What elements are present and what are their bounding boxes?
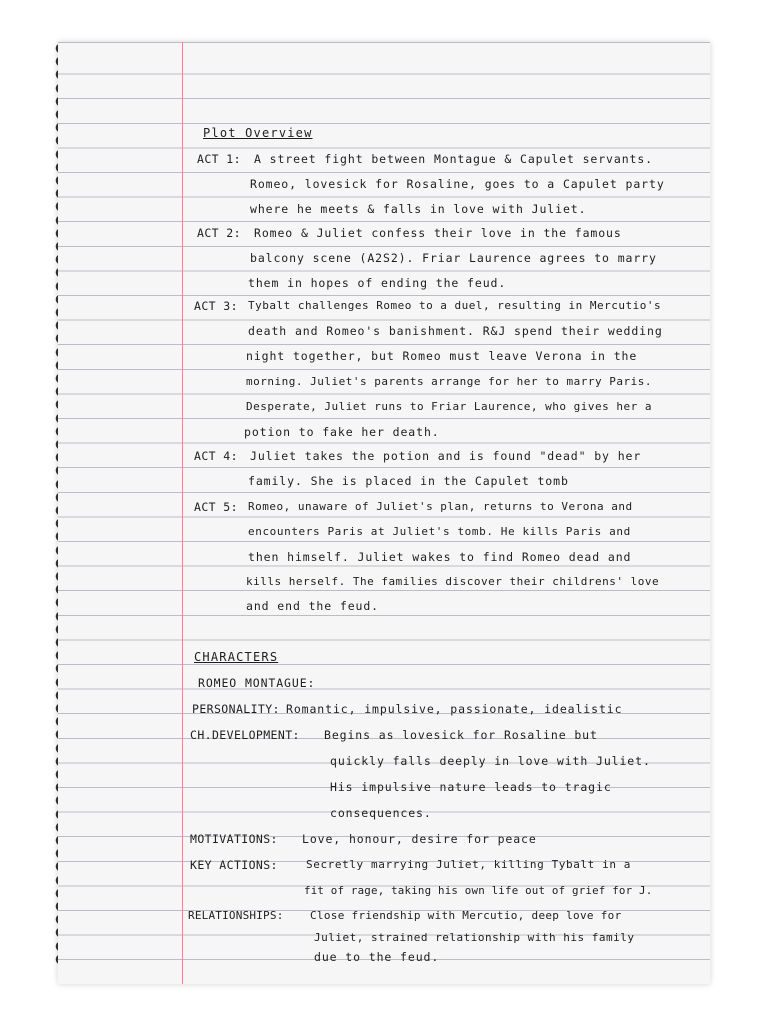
relationships-line-1: Close friendship with Mercutio, deep love for	[310, 909, 622, 922]
act-3-line-4: morning. Juliet's parents arrange for her to marry Paris.	[246, 375, 652, 388]
motivations-label: MOTIVATIONS:	[190, 832, 278, 846]
act-3-line-2: death and Romeo's banishment. R&J spend their wedding	[248, 324, 663, 338]
act-2-line-3: them in hopes of ending the feud.	[248, 276, 507, 290]
act-1-line-1: A street fight between Montague & Capulet servants.	[254, 152, 654, 166]
personality-text: Romantic, impulsive, passionate, idealistic	[286, 702, 623, 716]
act-2-label: ACT 2:	[197, 226, 241, 240]
act-5-line-2: encounters Paris at Juliet's tomb. He kills Paris and	[248, 525, 631, 538]
act-1-line-3: where he meets & falls in love with Juliet.	[250, 202, 587, 216]
act-5-line-4: kills herself. The families discover their childrens' love	[246, 575, 660, 588]
act-3-line-6: potion to fake her death.	[244, 425, 440, 439]
plot-overview-title: Plot Overview	[203, 126, 313, 140]
motivations-text: Love, honour, desire for peace	[302, 832, 537, 846]
key-actions-label: KEY ACTIONS:	[190, 858, 278, 872]
ch-development-label: CH.DEVELOPMENT:	[190, 728, 300, 742]
key-actions-line-1: Secretly marrying Juliet, killing Tybalt in a	[306, 858, 632, 871]
relationships-line-2: Juliet, strained relationship with his family	[314, 931, 635, 944]
act-3-line-1: Tybalt challenges Romeo to a duel, resulting in Mercutio's	[248, 299, 662, 312]
ch-development-line-2: quickly falls deeply in love with Juliet.	[330, 754, 651, 768]
act-1-line-2: Romeo, lovesick for Rosaline, goes to a Capulet party	[250, 177, 665, 191]
act-1-label: ACT 1:	[197, 152, 241, 166]
act-3-line-3: night together, but Romeo must leave Verona in the	[246, 349, 638, 363]
act-2-line-1: Romeo & Juliet confess their love in the famous	[254, 226, 622, 240]
characters-title: CHARACTERS	[194, 650, 279, 664]
character-name: ROMEO MONTAGUE:	[198, 676, 316, 690]
act-3-line-5: Desperate, Juliet runs to Friar Laurence, who gives her a	[246, 400, 652, 413]
ch-development-line-3: His impulsive nature leads to tragic	[330, 780, 612, 794]
act-5-line-1: Romeo, unaware of Juliet's plan, returns to Verona and	[248, 500, 633, 513]
act-3-label: ACT 3:	[194, 299, 238, 313]
act-5-line-5: and end the feud.	[246, 599, 380, 613]
relationships-line-3: due to the feud.	[314, 950, 440, 964]
act-5-line-3: then himself. Juliet wakes to find Romeo dead and	[248, 550, 632, 564]
act-4-line-2: family. She is placed in the Capulet tomb	[248, 474, 569, 488]
act-5-label: ACT 5:	[194, 500, 238, 514]
ch-development-line-4: consequences.	[330, 806, 432, 820]
act-4-line-1: Juliet takes the potion and is found "dead" by her	[250, 449, 642, 463]
ch-development-line-1: Begins as lovesick for Rosaline but	[324, 728, 598, 742]
personality-label: PERSONALITY:	[192, 702, 280, 716]
act-2-line-2: balcony scene (A2S2). Friar Laurence agrees to marry	[250, 251, 657, 265]
key-actions-line-2: fit of rage, taking his own life out of grief for J.	[304, 884, 653, 897]
relationships-label: RELATIONSHIPS:	[188, 909, 284, 922]
act-4-label: ACT 4:	[194, 449, 238, 463]
